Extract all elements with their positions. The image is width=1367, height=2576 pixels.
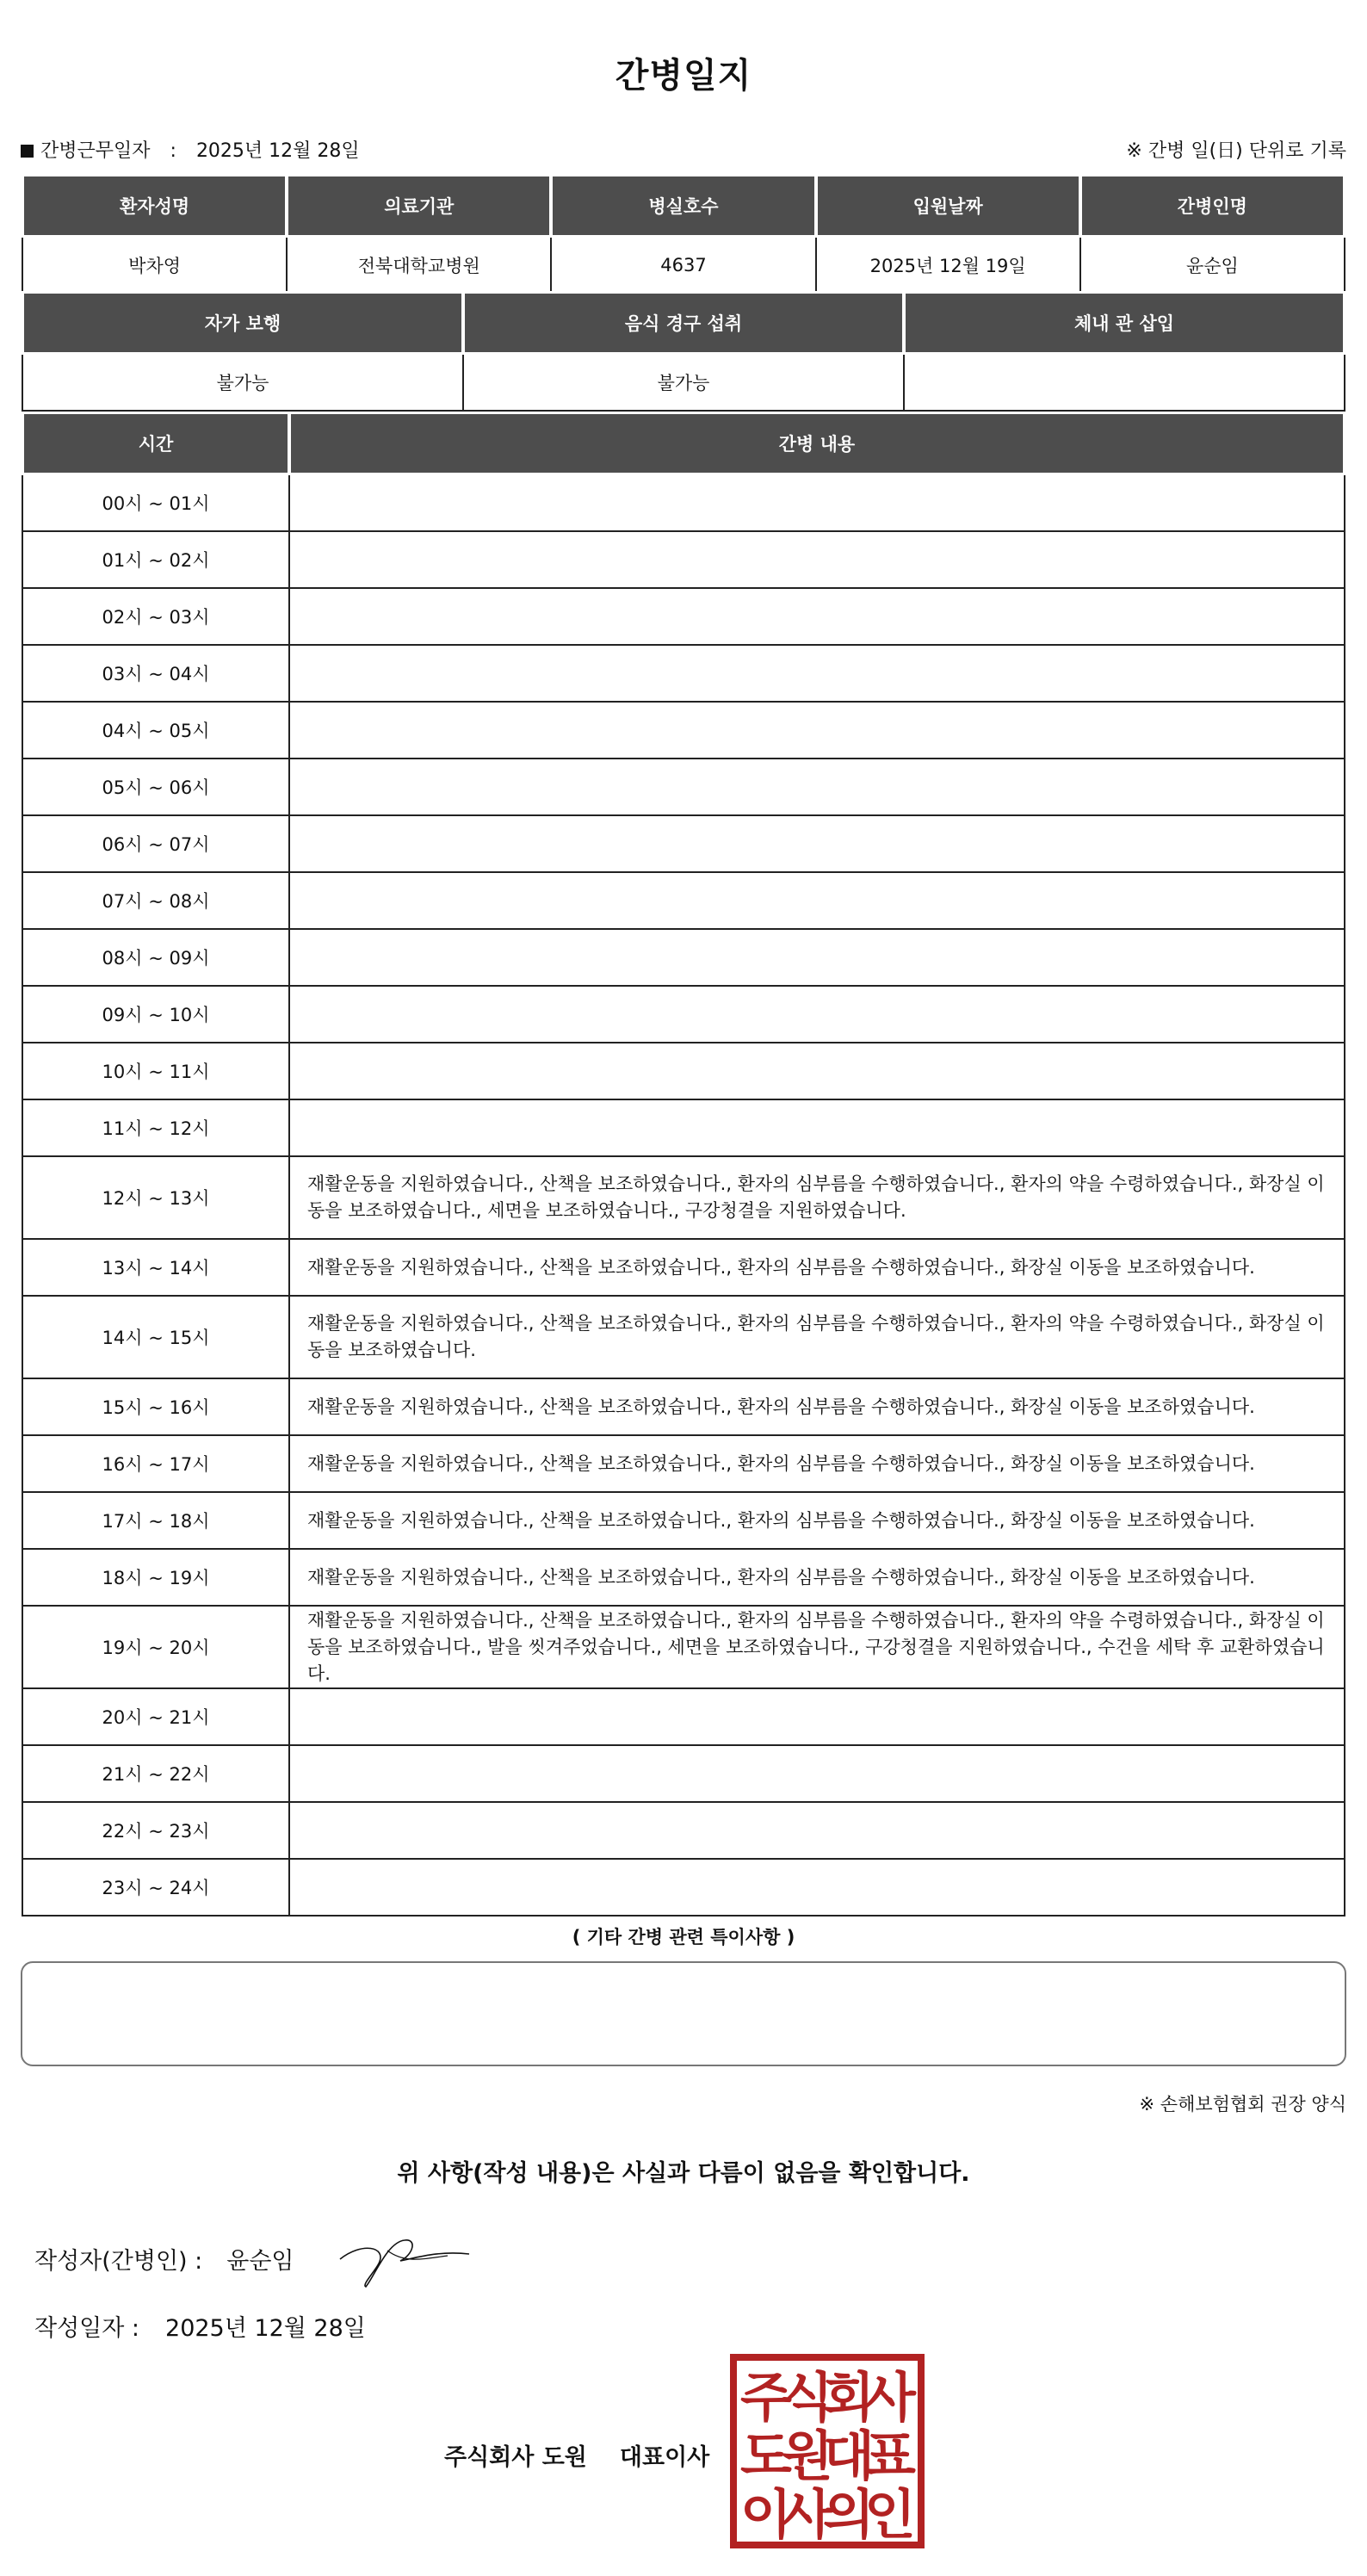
log-content-cell: 재활운동을 지원하였습니다., 산책을 보조하였습니다., 환자의 심부름을 수행하였습니다., 화장실 이동을 보조하였습니다.: [289, 1435, 1345, 1492]
log-content-cell: [289, 1043, 1345, 1099]
log-content-cell: 재활운동을 지원하였습니다., 산책을 보조하였습니다., 환자의 심부름을 수행하였습니다., 환자의 약을 수령하였습니다., 화장실 이동을 보조하였습니다.: [289, 1296, 1345, 1378]
log-content-cell: [289, 702, 1345, 759]
log-content-cell: [289, 1745, 1345, 1802]
writer-label: 작성자(간병인) :: [34, 2248, 203, 2275]
admission-date-cell: 2025년 12월 19일: [816, 237, 1080, 294]
log-content-cell: [289, 1802, 1345, 1859]
svg-text:원: 원: [782, 2424, 833, 2487]
log-time-cell: 02시 ~ 03시: [22, 588, 289, 645]
header-self-walking: 자가 보행: [22, 293, 463, 354]
header-hospital: 의료기관: [287, 176, 551, 237]
company-rep-title: 대표이사: [619, 2444, 710, 2471]
page-title: 간병일지: [615, 56, 752, 96]
work-date-label: 간병근무일자: [40, 140, 151, 162]
confirmation-statement: 위 사항(작성 내용)은 사실과 다름이 없음을 확인합니다.: [397, 2160, 970, 2187]
svg-text:이: 이: [740, 2483, 792, 2546]
log-row: [22, 759, 1345, 815]
log-content-cell: [289, 1688, 1345, 1745]
log-time-cell: 00시 ~ 01시: [22, 474, 289, 532]
log-content-cell: 재활운동을 지원하였습니다., 산책을 보조하였습니다., 환자의 심부름을 수행하였습니다., 환자의 약을 수령하였습니다., 화장실 이동을 보조하였습니다., 발을 씻겨주었습니다., 세면을 보조하였습니다., 구강청결을 지원하였습니다., 수건을 세탁 후 교환하였습니다.: [289, 1606, 1345, 1688]
company-seal-stamp: [730, 2354, 925, 2548]
log-time-cell: 10시 ~ 11시: [22, 1043, 289, 1099]
log-row: [22, 531, 1345, 588]
log-row: [22, 474, 1345, 532]
log-time-cell: 07시 ~ 08시: [22, 872, 289, 929]
header-caregiver: 간병인명: [1080, 176, 1345, 237]
log-time-cell: 01시 ~ 02시: [22, 531, 289, 588]
etc-notes-label: ( 기타 간병 관련 특이사항 ): [572, 1927, 795, 1947]
log-row: [22, 1549, 1345, 1606]
writer-line: [34, 2242, 294, 2276]
svg-text:사: 사: [782, 2483, 833, 2546]
log-row: [22, 1239, 1345, 1296]
log-time-cell: 08시 ~ 09시: [22, 929, 289, 986]
log-row: [22, 1156, 1345, 1239]
log-time-cell: 04시 ~ 05시: [22, 702, 289, 759]
square-bullet-icon: [21, 145, 34, 158]
patient-name-cell: 박차영: [22, 237, 287, 294]
header-tube-insertion: 체내 관 삽입: [904, 293, 1345, 354]
written-date-line: [34, 2309, 366, 2343]
log-row: [22, 1378, 1345, 1435]
log-content-cell: [289, 531, 1345, 588]
log-row: [22, 702, 1345, 759]
work-date-sep: :: [170, 140, 176, 162]
log-time-cell: 17시 ~ 18시: [22, 1492, 289, 1549]
svg-text:의: 의: [823, 2483, 875, 2546]
written-date-value: 2025년 12월 28일: [165, 2315, 366, 2342]
patient-info-table: [21, 174, 1346, 294]
log-content-cell: [289, 986, 1345, 1043]
work-date-line: [21, 136, 360, 163]
log-time-cell: 05시 ~ 06시: [22, 759, 289, 815]
header-time: 시간: [22, 413, 289, 474]
log-row: [22, 986, 1345, 1043]
company-line: [444, 2438, 709, 2472]
svg-text:회: 회: [823, 2366, 875, 2429]
log-row: [22, 645, 1345, 702]
header-oral-intake: 음식 경구 섭취: [463, 293, 904, 354]
log-time-cell: 11시 ~ 12시: [22, 1099, 289, 1156]
log-time-cell: 14시 ~ 15시: [22, 1296, 289, 1378]
log-content-cell: [289, 872, 1345, 929]
svg-text:대: 대: [823, 2424, 875, 2487]
log-content-cell: 재활운동을 지원하였습니다., 산책을 보조하였습니다., 환자의 심부름을 수행하였습니다., 화장실 이동을 보조하였습니다.: [289, 1378, 1345, 1435]
svg-text:주: 주: [740, 2366, 792, 2429]
log-time-cell: 16시 ~ 17시: [22, 1435, 289, 1492]
recommended-form-note: ※ 손해보험협회 권장 양식: [1139, 2094, 1346, 2115]
log-row: [22, 1099, 1345, 1156]
daily-record-note: ※ 간병 일(日) 단위로 기록: [1126, 140, 1346, 162]
log-time-cell: 22시 ~ 23시: [22, 1802, 289, 1859]
log-content-cell: [289, 759, 1345, 815]
log-row: [22, 815, 1345, 872]
svg-text:사: 사: [864, 2366, 916, 2429]
etc-notes-box: [21, 1961, 1346, 2066]
room-cell: 4637: [551, 237, 815, 294]
log-row: [22, 1688, 1345, 1745]
log-time-cell: 18시 ~ 19시: [22, 1549, 289, 1606]
log-time-cell: 12시 ~ 13시: [22, 1156, 289, 1239]
header-admission-date: 입원날짜: [816, 176, 1080, 237]
care-log-table: [21, 412, 1346, 1917]
writer-name: 윤순임: [226, 2248, 294, 2275]
header-room: 병실호수: [551, 176, 815, 237]
log-row: [22, 1043, 1345, 1099]
log-row: [22, 1859, 1345, 1916]
svg-text:인: 인: [864, 2483, 916, 2546]
log-row: [22, 1802, 1345, 1859]
log-time-cell: 21시 ~ 22시: [22, 1745, 289, 1802]
log-content-cell: [289, 929, 1345, 986]
log-time-cell: 20시 ~ 21시: [22, 1688, 289, 1745]
log-time-cell: 09시 ~ 10시: [22, 986, 289, 1043]
log-row: [22, 1606, 1345, 1688]
log-row: [22, 929, 1345, 986]
log-row: [22, 1435, 1345, 1492]
caregiver-cell: 윤순임: [1080, 237, 1345, 294]
log-content-cell: 재활운동을 지원하였습니다., 산책을 보조하였습니다., 환자의 심부름을 수행하였습니다., 화장실 이동을 보조하였습니다.: [289, 1492, 1345, 1549]
log-content-cell: [289, 588, 1345, 645]
log-time-cell: 15시 ~ 16시: [22, 1378, 289, 1435]
log-row: [22, 1745, 1345, 1802]
log-content-cell: 재활운동을 지원하였습니다., 산책을 보조하였습니다., 환자의 심부름을 수행하였습니다., 화장실 이동을 보조하였습니다.: [289, 1239, 1345, 1296]
written-date-label: 작성일자 :: [34, 2315, 140, 2342]
svg-text:도: 도: [740, 2424, 792, 2487]
log-content-cell: [289, 474, 1345, 532]
oral-intake-cell: 불가능: [463, 354, 904, 412]
log-content-cell: [289, 645, 1345, 702]
company-name: 주식회사 도원: [444, 2444, 587, 2471]
log-time-cell: 23시 ~ 24시: [22, 1859, 289, 1916]
patient-status-table: [21, 291, 1346, 412]
log-content-cell: [289, 1859, 1345, 1916]
signature-image: [336, 2225, 473, 2294]
log-content-cell: 재활운동을 지원하였습니다., 산책을 보조하였습니다., 환자의 심부름을 수행하였습니다., 환자의 약을 수령하였습니다., 화장실 이동을 보조하였습니다., 세면을 보조하였습니다., 구강청결을 지원하였습니다.: [289, 1156, 1345, 1239]
log-content-cell: [289, 815, 1345, 872]
svg-text:식: 식: [782, 2366, 833, 2429]
work-date-value: 2025년 12월 28일: [195, 140, 360, 162]
log-content-cell: 재활운동을 지원하였습니다., 산책을 보조하였습니다., 환자의 심부름을 수행하였습니다., 화장실 이동을 보조하였습니다.: [289, 1549, 1345, 1606]
log-time-cell: 13시 ~ 14시: [22, 1239, 289, 1296]
self-walking-cell: 불가능: [22, 354, 463, 412]
log-row: [22, 588, 1345, 645]
log-row: [22, 872, 1345, 929]
tube-insertion-cell: [904, 354, 1345, 412]
svg-text:표: 표: [864, 2424, 916, 2487]
log-content-cell: [289, 1099, 1345, 1156]
log-row: [22, 1492, 1345, 1549]
log-row: [22, 1296, 1345, 1378]
header-care-content: 간병 내용: [289, 413, 1345, 474]
log-time-cell: 19시 ~ 20시: [22, 1606, 289, 1688]
header-patient-name: 환자성명: [22, 176, 287, 237]
log-time-cell: 03시 ~ 04시: [22, 645, 289, 702]
hospital-cell: 전북대학교병원: [287, 237, 551, 294]
log-time-cell: 06시 ~ 07시: [22, 815, 289, 872]
